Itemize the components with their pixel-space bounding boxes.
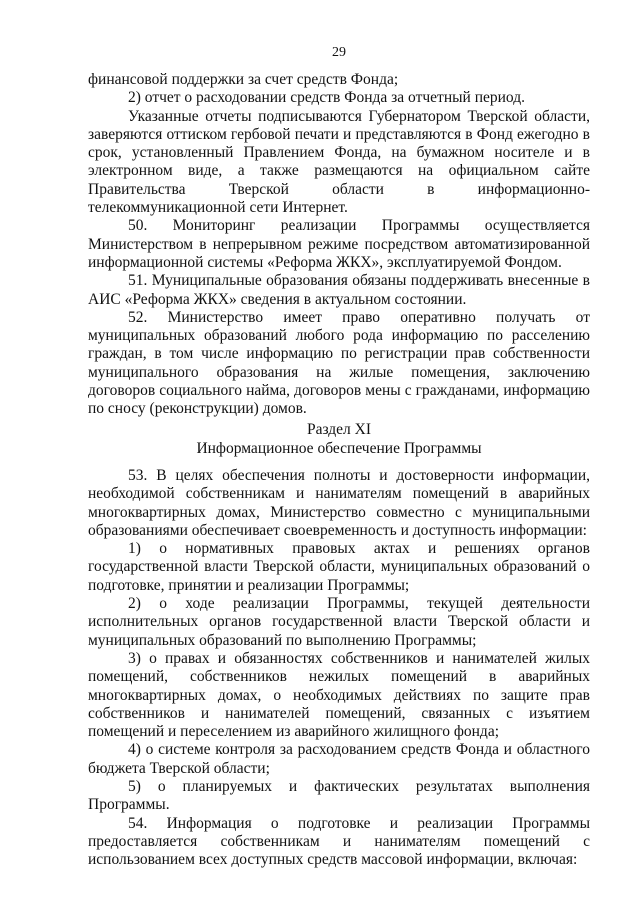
- paragraph-53: 53. В целях обеспечения полноты и достоверности информации, необходимой собственникам и нанимателям помещений в аварийных многоквартирных домах, Министерство совместно с муниципальными образованиями обеспечивает своевременность и доступность информации:: [88, 467, 590, 539]
- paragraph-53-item-5: 5) о планируемых и фактических результатах выполнения Программы.: [88, 778, 590, 814]
- page-number: 29: [332, 45, 346, 60]
- section-heading: [88, 420, 590, 458]
- paragraph-53-item-3: 3) о правах и обязанностях собственников и нанимателей жилых помещений, собственников нежилых помещений в аварийных многоквартирных домах, о необходимых действиях по защите прав собственников и нанимателей помещений, связанных с изъятием помещений и переселением из аварийного жилищного фонда;: [88, 649, 590, 741]
- text-block-bottom: [88, 467, 590, 870]
- paragraph-continuation: финансовой поддержки за счет средств Фонда;: [88, 71, 399, 88]
- paragraph-item-2-report: 2) отчет о расходовании средств Фонда за отчетный период.: [128, 89, 525, 107]
- paragraph-reports-signing: Указанные отчеты подписываются Губернатором Тверской области, заверяются оттиском гербовой печати и представляются в Фонд ежегодно в срок, установленный Правлением Фонда, на бумажном носителе и в электронном виде, а также размещаются на официальном сайте Правительства Тверской области в информационно-телекоммуникационной сети Интернет.: [88, 107, 590, 217]
- paragraph-52: 52. Министерство имеет право оперативно получать от муниципальных образований любого рода информацию по расселению граждан, в том числе информацию по регистрации прав собственности муниципального образования на жилые помещения, заключению договоров социального найма, договоров мены с гражданами, информацию по сносу (реконструкции) домов.: [88, 308, 590, 418]
- paragraph-50: 50. Мониторинг реализации Программы осуществляется Министерством в непрерывном режиме посредством автоматизированной информационной системы «Реформа ЖКХ», эксплуатируемой Фондом.: [88, 217, 590, 271]
- text-block-top: [88, 71, 590, 419]
- paragraph-51: 51. Муниципальные образования обязаны поддерживать внесенные в АИС «Реформа ЖКХ» сведения в актуальном состоянии.: [88, 272, 590, 308]
- paragraph-53-item-1: 1) о нормативных правовых актах и решениях органов государственной власти Тверской области, муниципальных образований о подготовке, принятии и реализации Программы;: [88, 540, 590, 594]
- paragraph-54: 54. Информация о подготовке и реализации Программы предоставляется собственникам и нанимателям помещений с использованием всех доступных средств массовой информации, включая:: [88, 814, 590, 869]
- paragraph-53-item-2: 2) о ходе реализации Программы, текущей деятельности исполнительных органов государственной власти Тверской области и муниципальных образований по выполнению Программы;: [88, 595, 590, 649]
- section-title: Информационное обеспечение Программы: [196, 440, 482, 457]
- paragraph-53-item-4: 4) о системе контроля за расходованием средств Фонда и областного бюджета Тверской области;: [88, 741, 590, 777]
- section-label: Раздел XI: [306, 421, 372, 438]
